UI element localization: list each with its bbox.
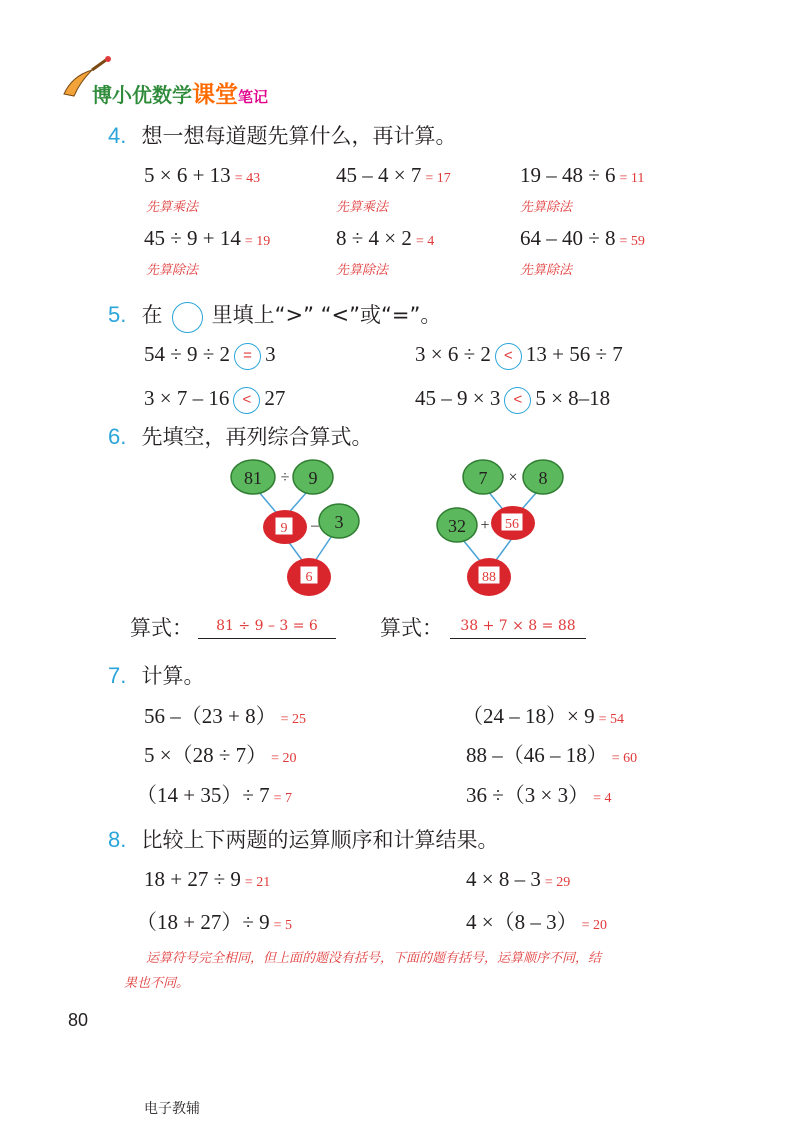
formula-label-2: 算式： [380,616,443,640]
svg-text:32: 32 [448,516,466,536]
svg-text:×: × [508,469,518,486]
svg-text:88: 88 [482,570,496,585]
svg-text:÷: ÷ [280,469,290,486]
q4-item-6: 64 – 40 ÷ 8 = 59 [520,226,645,250]
q7-item-4: 88 –（46 – 18） = 60 [466,743,638,767]
q4-note-2: 先算乘法 [336,200,389,215]
q5-item-3: 3 × 7 – 16 < 27 [144,386,285,414]
q5-item-2: 3 × 6 ÷ 2 < 13 + 56 ÷ 7 [415,342,623,370]
svg-text:56: 56 [505,517,519,532]
q7-item-1: 56 –（23 + 8） = 25 [144,704,306,728]
q8-item-1: 18 + 27 ÷ 9 = 21 [144,867,271,891]
q5-answer-circle: = [234,343,261,370]
q8-item-3: （18 + 27）÷ 9 = 5 [136,910,293,934]
formula-label-1: 算式： [130,616,193,640]
svg-text:–: – [311,517,319,534]
svg-text:8: 8 [538,468,548,488]
svg-text:81: 81 [244,468,262,488]
svg-text:9: 9 [280,521,288,536]
svg-text:+: + [480,517,490,534]
q4-note-3: 先算除法 [520,200,573,215]
q4-note-5: 先算除法 [336,263,389,278]
formula-answer-2: 38 + 7 × 8 = 88 [450,614,586,639]
q5-item-4: 45 – 9 × 3 < 5 × 8–18 [415,386,610,414]
empty-circle-icon [172,302,203,333]
q4-heading: 4. 想一想每道题先算什么，再计算。 [108,123,457,148]
q6-heading: 6. 先填空，再列综合算式。 [108,424,373,449]
svg-text:6: 6 [305,570,313,585]
q8-note-line-1: 运算符号完全相同，但上面的题没有括号，下面的题有括号，运算顺序不同，结 [146,951,602,966]
q7-item-5: （14 + 35）÷ 7 = 7 [136,783,293,807]
svg-text:9: 9 [308,468,318,488]
q4-item-1: 5 × 6 + 13 = 43 [144,163,261,187]
apple-tree-2 [435,455,585,605]
page-number: 80 [68,1010,89,1030]
q7-heading: 7. 计算。 [108,663,205,688]
q4-item-3: 19 – 48 ÷ 6 = 11 [520,163,645,187]
q7-item-2: （24 – 18）× 9 = 54 [462,704,624,728]
q8-heading: 8. 比较上下两题的运算顺序和计算结果。 [108,827,499,852]
formula-answer-1: 81 ÷ 9 – 3 = 6 [198,614,336,639]
q7-item-3: 5 ×（28 ÷ 7） = 20 [144,743,297,767]
q8-item-4: 4 ×（8 – 3） = 20 [466,910,607,934]
svg-text:3: 3 [334,512,344,532]
q4-note-1: 先算乘法 [146,200,199,215]
svg-text:7: 7 [478,468,488,488]
q5-item-1: 54 ÷ 9 ÷ 2 = 3 [144,342,276,370]
q5-heading: 5. 在 里填上“>” “<”或“=”。 [108,299,441,333]
brush-icon [64,70,92,96]
q5-answer-circle: < [495,343,522,370]
q5-answer-circle: < [233,387,260,414]
q8-item-2: 4 × 8 – 3 = 29 [466,867,571,891]
footer-label: 电子教辅 [144,1101,200,1117]
q4-note-4: 先算除法 [146,263,199,278]
q5-answer-circle: < [504,387,531,414]
apple-tree-1 [225,455,375,605]
q8-note-line-2: 果也不同。 [124,976,190,991]
q4-item-5: 8 ÷ 4 × 2 = 4 [336,226,435,250]
q4-note-6: 先算除法 [520,263,573,278]
q7-item-6: 36 ÷（3 × 3） = 4 [466,783,612,807]
q4-item-4: 45 ÷ 9 + 14 = 19 [144,226,271,250]
q4-item-2: 45 – 4 × 7 = 17 [336,163,451,187]
header-title: 博小优数学课堂笔记 [92,82,269,108]
